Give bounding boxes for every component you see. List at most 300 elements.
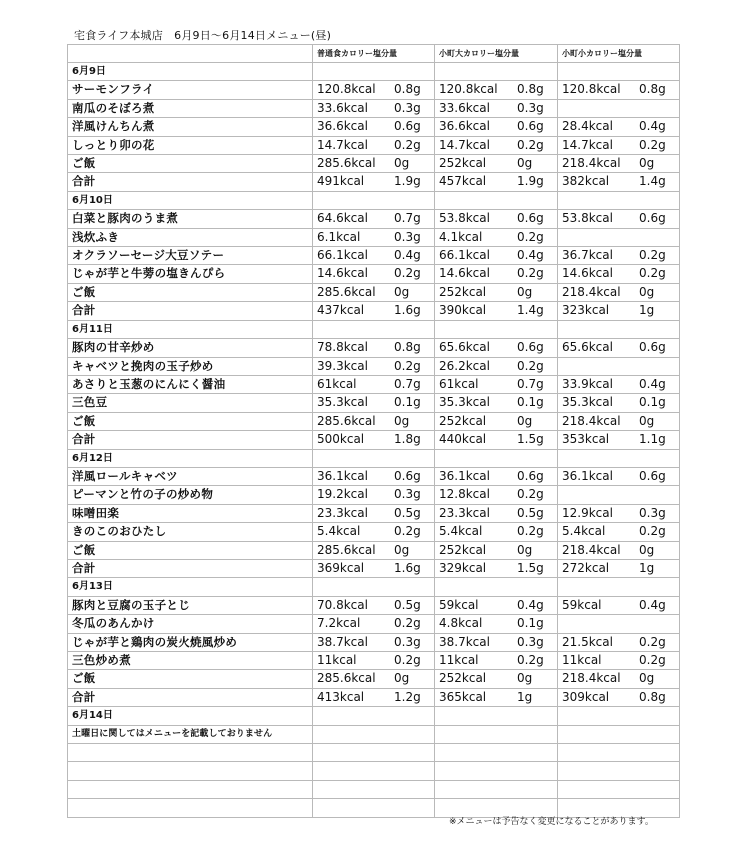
dish-row (68, 615, 680, 633)
salt-value: 0.6g (639, 468, 666, 483)
page-title: 宅食ライフ本城店 6月9日〜6月14日メニュー(昼) (74, 29, 332, 42)
dish-name: 洋風ロールキャベツ (68, 467, 313, 485)
column-header-regular: 普通食カロリー塩分量 (313, 45, 435, 63)
calorie-value: 36.7kcal (562, 248, 613, 263)
dish-name: じゃが芋と牛蒡の塩きんぴら (68, 265, 313, 283)
salt-value: 0g (394, 413, 410, 428)
calorie-value: 26.2kcal (439, 358, 490, 373)
nutrition-values (439, 155, 553, 172)
salt-value: 0.6g (639, 211, 666, 226)
total-row (68, 302, 680, 320)
salt-value: 0.4g (639, 376, 666, 391)
empty-cell (313, 707, 435, 725)
nutrition-values (439, 210, 553, 227)
calorie-value: 59kcal (439, 597, 479, 612)
calorie-value: 218.4kcal (562, 156, 621, 171)
calorie-value: 36.1kcal (317, 468, 368, 483)
salt-value: 0.4g (517, 597, 544, 612)
nutrition-cell (313, 541, 435, 559)
nutrition-values (439, 413, 553, 430)
dish-name: ご飯 (68, 155, 313, 173)
dish-name: きのこのおひたし (68, 523, 313, 541)
empty-cell (68, 762, 313, 780)
nutrition-cell (558, 559, 680, 577)
dish-name: 三色炒め煮 (68, 652, 313, 670)
empty-cell (558, 707, 680, 725)
nutrition-values (562, 394, 675, 411)
nutrition-cell (435, 136, 558, 154)
nutrition-values (562, 523, 675, 540)
salt-value: 0g (639, 542, 655, 557)
empty-cell (435, 191, 558, 209)
nutrition-values (562, 652, 675, 669)
nutrition-cell (435, 559, 558, 577)
empty-cell (313, 191, 435, 209)
nutrition-values (317, 505, 430, 522)
empty-cell (313, 762, 435, 780)
empty-cell (313, 578, 435, 596)
dish-row (68, 155, 680, 173)
salt-value: 1.1g (639, 432, 666, 447)
date-row (68, 320, 680, 338)
nutrition-cell (313, 283, 435, 301)
calorie-value: 285.6kcal (317, 156, 376, 171)
calorie-value: 59kcal (562, 597, 602, 612)
nutrition-values (562, 155, 675, 172)
nutrition-cell (435, 652, 558, 670)
salt-value: 0.5g (394, 597, 421, 612)
dish-name: 白菜と豚肉のうま煮 (68, 210, 313, 228)
calorie-value: 36.6kcal (439, 119, 490, 134)
nutrition-cell (558, 652, 680, 670)
salt-value: 0.3g (394, 100, 421, 115)
salt-value: 0.8g (394, 82, 421, 97)
empty-cell (558, 578, 680, 596)
date-label: 6月11日 (68, 320, 313, 338)
calorie-value: 14.7kcal (439, 137, 490, 152)
nutrition-cell (558, 228, 680, 246)
calorie-value: 218.4kcal (562, 671, 621, 686)
nutrition-cell (313, 247, 435, 265)
nutrition-values (439, 468, 553, 485)
dish-row (68, 228, 680, 246)
date-label: 6月14日 (68, 707, 313, 725)
nutrition-cell (558, 633, 680, 651)
nutrition-cell (558, 118, 680, 136)
dish-name: 合計 (68, 688, 313, 706)
salt-value: 1.5g (517, 560, 544, 575)
calorie-value: 413kcal (317, 689, 365, 704)
salt-value: 0g (394, 156, 410, 171)
dish-name: キャベツと挽肉の玉子炒め (68, 357, 313, 375)
nutrition-values (317, 100, 430, 117)
nutrition-cell (313, 523, 435, 541)
nutrition-values (439, 523, 553, 540)
nutrition-values (439, 137, 553, 154)
nutrition-values (562, 339, 675, 356)
nutrition-values (317, 137, 430, 154)
nutrition-values (562, 670, 675, 687)
calorie-value: 35.3kcal (317, 395, 368, 410)
calorie-value: 12.9kcal (562, 505, 613, 520)
dish-name: ご飯 (68, 541, 313, 559)
nutrition-cell (435, 302, 558, 320)
menu-table-body (68, 45, 680, 818)
salt-value: 0.5g (517, 505, 544, 520)
nutrition-values (439, 560, 553, 577)
dish-row (68, 81, 680, 99)
nutrition-values (317, 634, 430, 651)
salt-value: 0.2g (517, 653, 544, 667)
dish-name: 豚肉の甘辛炒め (68, 339, 313, 357)
dish-row (68, 283, 680, 301)
nutrition-cell (435, 228, 558, 246)
nutrition-cell (435, 633, 558, 651)
nutrition-cell (313, 375, 435, 393)
dish-name: 南瓜のそぼろ煮 (68, 99, 313, 117)
calorie-value: 382kcal (562, 174, 610, 189)
nutrition-values (439, 229, 553, 246)
nutrition-values (562, 689, 675, 706)
calorie-value: 61kcal (317, 376, 357, 391)
nutrition-cell (313, 357, 435, 375)
calorie-value: 437kcal (317, 303, 365, 318)
empty-cell (435, 744, 558, 762)
nutrition-values (439, 339, 553, 356)
empty-cell (313, 799, 435, 817)
nutrition-cell (435, 523, 558, 541)
calorie-value: 252kcal (439, 156, 487, 171)
salt-value: 0.8g (394, 340, 421, 355)
nutrition-values (439, 505, 553, 522)
nutrition-values (317, 210, 430, 227)
nutrition-values (562, 376, 675, 393)
calorie-value: 23.3kcal (317, 505, 368, 520)
salt-value: 0g (394, 542, 410, 557)
nutrition-cell (558, 265, 680, 283)
nutrition-values (562, 413, 675, 430)
nutrition-values (562, 247, 675, 264)
empty-cell (558, 191, 680, 209)
nutrition-cell (435, 99, 558, 117)
calorie-value: 285.6kcal (317, 671, 376, 686)
calorie-value: 64.6kcal (317, 211, 368, 226)
dish-row (68, 486, 680, 504)
salt-value: 0.3g (394, 229, 421, 244)
calorie-value: 66.1kcal (317, 248, 368, 263)
salt-value: 0g (639, 156, 655, 171)
nutrition-cell (313, 210, 435, 228)
calorie-value: 120.8kcal (562, 82, 621, 97)
calorie-value: 120.8kcal (439, 82, 498, 97)
nutrition-cell (435, 615, 558, 633)
nutrition-cell (558, 688, 680, 706)
empty-cell (435, 780, 558, 798)
nutrition-values (439, 118, 553, 135)
total-row (68, 173, 680, 191)
nutrition-cell (313, 412, 435, 430)
nutrition-values (439, 597, 553, 614)
calorie-value: 4.8kcal (439, 616, 483, 631)
calorie-value: 53.8kcal (439, 211, 490, 226)
salt-value: 0.7g (394, 211, 421, 226)
nutrition-cell (558, 136, 680, 154)
nutrition-cell (435, 339, 558, 357)
calorie-value: 36.6kcal (317, 119, 368, 134)
dish-row (68, 265, 680, 283)
empty-cell (435, 762, 558, 780)
dish-row (68, 357, 680, 375)
date-label: 6月9日 (68, 63, 313, 81)
salt-value: 1.9g (517, 174, 544, 189)
salt-value: 0.4g (639, 119, 666, 134)
nutrition-cell (435, 412, 558, 430)
nutrition-cell (313, 394, 435, 412)
dish-name: 合計 (68, 173, 313, 191)
salt-value: 0g (517, 542, 533, 557)
dish-row (68, 523, 680, 541)
nutrition-values (562, 118, 675, 135)
salt-value: 0g (517, 284, 533, 299)
salt-value: 0.4g (639, 597, 666, 612)
empty-cell (313, 63, 435, 81)
nutrition-cell (435, 688, 558, 706)
nutrition-values (317, 652, 430, 669)
calorie-value: 33.6kcal (439, 100, 490, 115)
empty-cell (68, 744, 313, 762)
empty-cell (313, 449, 435, 467)
salt-value: 0.3g (394, 487, 421, 502)
dish-row (68, 596, 680, 614)
nutrition-cell (558, 173, 680, 191)
nutrition-cell (313, 596, 435, 614)
date-row (68, 63, 680, 81)
nutrition-cell (558, 523, 680, 541)
calorie-value: 6.1kcal (317, 229, 361, 244)
empty-cell (435, 320, 558, 338)
nutrition-cell (313, 99, 435, 117)
dish-name: サーモンフライ (68, 81, 313, 99)
dish-row (68, 652, 680, 670)
nutrition-cell (313, 670, 435, 688)
blank-row (68, 780, 680, 798)
nutrition-values (439, 542, 553, 559)
salt-value: 1.8g (394, 432, 421, 447)
salt-value: 0.2g (517, 229, 544, 244)
column-header-komachi-large: 小町大カロリー塩分量 (435, 45, 558, 63)
nutrition-cell (435, 283, 558, 301)
nutrition-values (439, 670, 553, 687)
calorie-value: 218.4kcal (562, 542, 621, 557)
salt-value: 0.6g (394, 119, 421, 134)
nutrition-cell (313, 155, 435, 173)
dish-name: しっとり卯の花 (68, 136, 313, 154)
calorie-value: 218.4kcal (562, 413, 621, 428)
nutrition-cell (435, 155, 558, 173)
empty-cell (435, 707, 558, 725)
salt-value: 0g (639, 671, 655, 686)
salt-value: 1.6g (394, 303, 421, 318)
nutrition-cell (558, 431, 680, 449)
nutrition-cell (558, 357, 680, 375)
empty-cell (558, 780, 680, 798)
dish-name: じゃが芋と鶏肉の炭火焼風炒め (68, 633, 313, 651)
nutrition-values (562, 210, 675, 227)
nutrition-values (562, 137, 675, 154)
nutrition-values (439, 486, 553, 503)
calorie-value: 23.3kcal (439, 505, 490, 520)
footnote: ※メニューは予告なく変更になることがあります。 (449, 817, 654, 827)
dish-row (68, 210, 680, 228)
nutrition-cell (313, 467, 435, 485)
nutrition-cell (558, 302, 680, 320)
nutrition-values (562, 468, 675, 485)
nutrition-values (317, 229, 430, 246)
nutrition-cell (435, 81, 558, 99)
nutrition-values (439, 615, 553, 632)
salt-value: 0.6g (639, 340, 666, 355)
nutrition-values (562, 302, 675, 319)
empty-cell (558, 725, 680, 743)
nutrition-values (439, 689, 553, 706)
nutrition-values (317, 523, 430, 540)
salt-value: 0.2g (517, 137, 544, 152)
empty-cell (558, 63, 680, 81)
calorie-value: 35.3kcal (439, 395, 490, 410)
calorie-value: 66.1kcal (439, 248, 490, 263)
dish-row (68, 394, 680, 412)
calorie-value: 285.6kcal (317, 542, 376, 557)
salt-value: 0.6g (394, 468, 421, 483)
nutrition-cell (435, 357, 558, 375)
calorie-value: 28.4kcal (562, 119, 613, 134)
salt-value: 0.6g (517, 211, 544, 226)
nutrition-cell (313, 339, 435, 357)
calorie-value: 329kcal (439, 560, 487, 575)
nutrition-values (562, 560, 675, 577)
empty-cell (313, 744, 435, 762)
calorie-value: 78.8kcal (317, 340, 368, 355)
salt-value: 0.2g (394, 266, 421, 281)
salt-value: 0.2g (394, 358, 421, 373)
nutrition-cell (558, 486, 680, 504)
calorie-value: 252kcal (439, 542, 487, 557)
dish-row (68, 136, 680, 154)
empty-cell (558, 762, 680, 780)
salt-value: 0.2g (639, 524, 666, 539)
nutrition-values (317, 542, 430, 559)
nutrition-cell (558, 210, 680, 228)
calorie-value: 14.7kcal (562, 137, 613, 152)
nutrition-cell (558, 375, 680, 393)
nutrition-cell (313, 431, 435, 449)
nutrition-values (439, 265, 553, 282)
date-row (68, 707, 680, 725)
salt-value: 0.7g (394, 376, 421, 391)
calorie-value: 65.6kcal (562, 340, 613, 355)
calorie-value: 33.9kcal (562, 376, 613, 391)
calorie-value: 120.8kcal (317, 82, 376, 97)
nutrition-cell (558, 670, 680, 688)
salt-value: 0g (517, 671, 533, 686)
calorie-value: 14.7kcal (317, 137, 368, 152)
nutrition-values (562, 265, 675, 282)
nutrition-cell (313, 228, 435, 246)
nutrition-values (317, 486, 430, 503)
calorie-value: 5.4kcal (317, 524, 361, 539)
salt-value: 0.3g (394, 634, 421, 649)
dish-row (68, 99, 680, 117)
salt-value: 0.2g (639, 248, 666, 263)
total-row (68, 688, 680, 706)
nutrition-cell (313, 559, 435, 577)
date-row (68, 449, 680, 467)
nutrition-values (317, 118, 430, 135)
nutrition-values (439, 394, 553, 411)
nutrition-values (317, 615, 430, 632)
salt-value: 0.5g (394, 505, 421, 520)
salt-value: 0.2g (394, 616, 421, 631)
total-row (68, 559, 680, 577)
salt-value: 0.3g (639, 505, 666, 520)
salt-value: 0.2g (517, 524, 544, 539)
empty-cell (68, 780, 313, 798)
salt-value: 0.2g (394, 524, 421, 539)
calorie-value: 5.4kcal (439, 524, 483, 539)
calorie-value: 19.2kcal (317, 487, 368, 502)
nutrition-values (562, 597, 675, 614)
nutrition-values (439, 358, 553, 375)
calorie-value: 252kcal (439, 284, 487, 299)
nutrition-cell (558, 394, 680, 412)
nutrition-cell (313, 652, 435, 670)
dish-name: ピーマンと竹の子の炒め物 (68, 486, 313, 504)
salt-value: 1g (517, 689, 533, 704)
dish-name: あさりと玉葱のにんにく醤油 (68, 375, 313, 393)
nutrition-values (439, 652, 553, 669)
nutrition-values (317, 689, 430, 706)
calorie-value: 309kcal (562, 689, 610, 704)
nutrition-cell (558, 504, 680, 522)
nutrition-values (317, 302, 430, 319)
calorie-value: 440kcal (439, 432, 487, 447)
nutrition-cell (435, 467, 558, 485)
calorie-value: 36.1kcal (439, 468, 490, 483)
calorie-value: 33.6kcal (317, 100, 368, 115)
nutrition-cell (558, 155, 680, 173)
column-header-komachi-small: 小町小カロリー塩分量 (558, 45, 680, 63)
table-header-row (68, 45, 680, 63)
nutrition-cell (435, 486, 558, 504)
nutrition-values (562, 173, 675, 190)
nutrition-cell (313, 81, 435, 99)
nutrition-cell (313, 615, 435, 633)
calorie-value: 7.2kcal (317, 616, 361, 631)
empty-cell (558, 320, 680, 338)
dish-row (68, 375, 680, 393)
calorie-value: 11kcal (439, 653, 479, 667)
empty-cell (435, 725, 558, 743)
calorie-value: 353kcal (562, 432, 610, 447)
dish-name: ご飯 (68, 670, 313, 688)
salt-value: 0.2g (394, 137, 421, 152)
calorie-value: 390kcal (439, 303, 487, 318)
nutrition-cell (313, 486, 435, 504)
nutrition-cell (558, 247, 680, 265)
nutrition-cell (435, 504, 558, 522)
nutrition-values (562, 431, 675, 448)
nutrition-cell (558, 99, 680, 117)
